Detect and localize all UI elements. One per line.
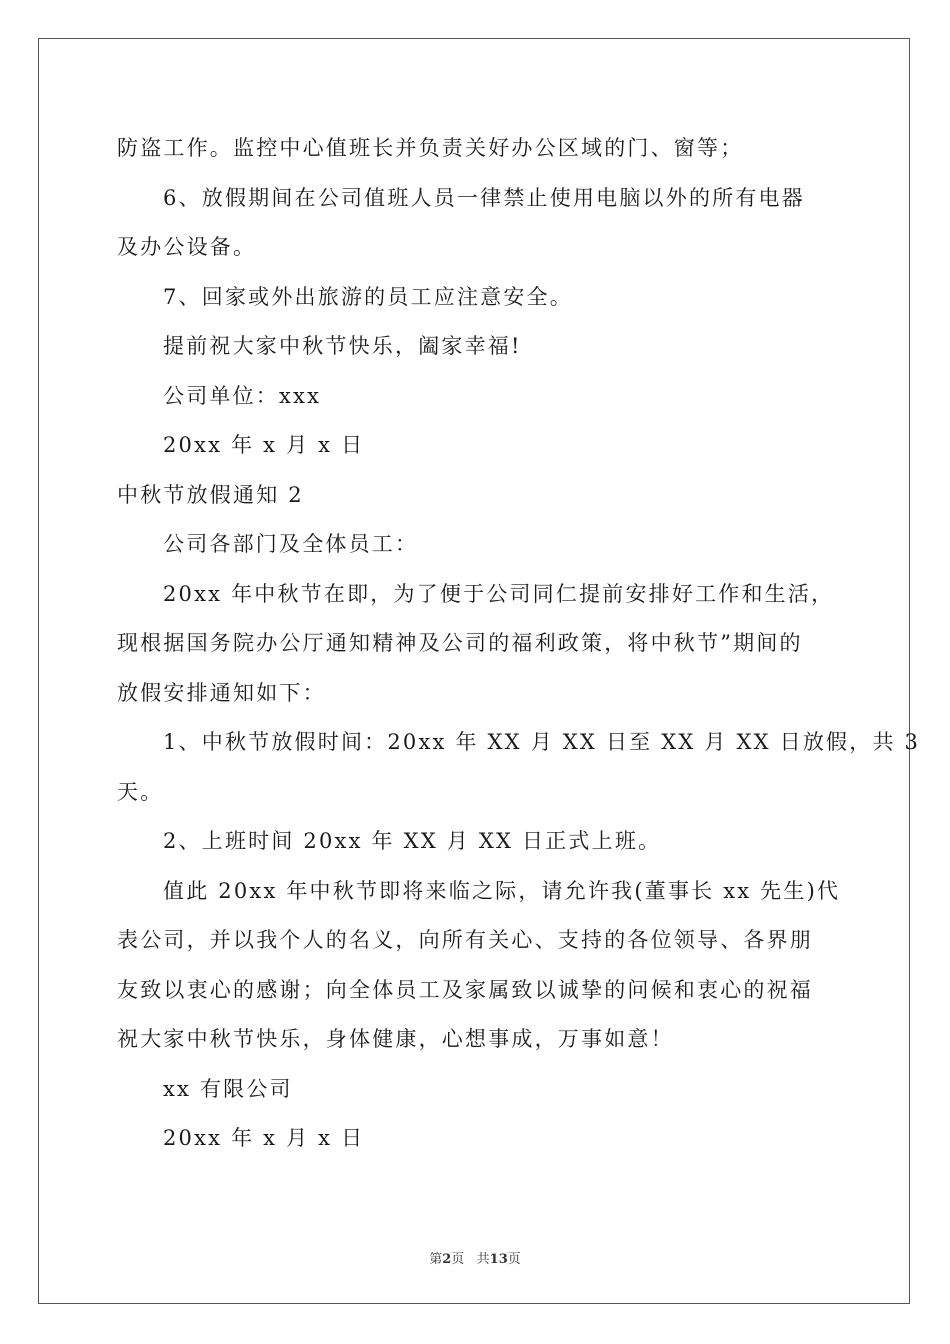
paragraph-line: 及办公设备。 — [117, 235, 257, 259]
document-body — [117, 124, 921, 1164]
paragraph-line: 20xx 年中秋节在即，为了便于公司同仁提前安排好工作和生活， — [163, 581, 835, 606]
page-footer — [0, 1248, 950, 1267]
footer-prefix: 第 — [429, 1252, 443, 1267]
footer-total-pages: 13 — [489, 1252, 508, 1267]
paragraph-line: 现根据国务院办公厅通知精神及公司的福利政策，将中秋节”期间的 — [117, 631, 803, 655]
paragraph-line: 祝大家中秋节快乐，身体健康，心想事成，万事如意！ — [117, 1027, 674, 1051]
footer-suffix: 页 — [507, 1252, 521, 1267]
paragraph-line: 6、放假期间在公司值班人员一律禁止使用电脑以外的所有电器 — [163, 185, 805, 210]
paragraph-line: 表公司，并以我个人的名义，向所有关心、支持的各位领导、各界朋 — [117, 928, 813, 952]
paragraph-line: 20xx 年 x 月 x 日 — [163, 1126, 365, 1150]
paragraph-line: 公司单位：xxx — [163, 383, 322, 408]
paragraph-line: 放假安排通知如下： — [117, 680, 326, 705]
footer-mid: 页 共 — [451, 1252, 490, 1267]
paragraph-line: 防盗工作。监控中心值班长并负责关好办公区域的门、窗等； — [117, 136, 744, 160]
paragraph-line: 2、上班时间 20xx 年 XX 月 XX 日正式上班。 — [163, 829, 662, 853]
paragraph-line: 7、回家或外出旅游的员工应注意安全。 — [163, 284, 573, 309]
footer-page-number: 2 — [442, 1252, 452, 1267]
paragraph-line: xx 有限公司 — [163, 1076, 293, 1101]
paragraph-line: 1、中秋节放假时间：20xx 年 XX 月 XX 日至 XX 月 XX 日放假，共 3 — [163, 730, 921, 754]
paragraph-line: 天。 — [117, 779, 164, 804]
paragraph-line: 中秋节放假通知 2 — [117, 482, 304, 507]
paragraph-line: 公司各部门及全体员工： — [163, 532, 419, 556]
paragraph-line: 友致以衷心的感谢；向全体员工及家属致以诚挚的问候和衷心的祝福 — [117, 977, 813, 1002]
paragraph-line: 值此 20xx 年中秋节即将来临之际，请允许我(董事长 xx 先生)代 — [163, 878, 841, 903]
paragraph-line: 20xx 年 x 月 x 日 — [163, 433, 365, 457]
paragraph-line: 提前祝大家中秋节快乐，阖家幸福! — [163, 334, 522, 358]
